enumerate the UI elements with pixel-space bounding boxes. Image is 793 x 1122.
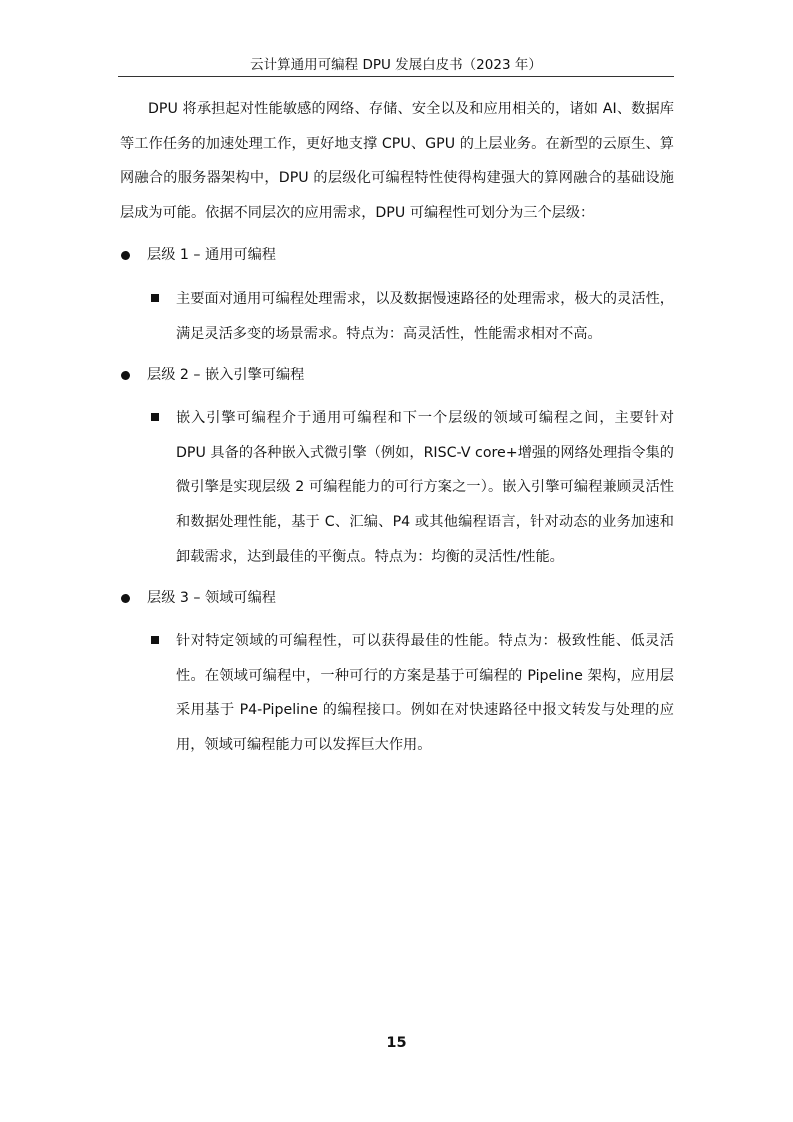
level-1-detail-item: [148, 282, 674, 351]
level-2-title: 层级 2 – 嵌入引擎可编程: [147, 367, 305, 383]
page-header: [118, 56, 674, 77]
level-3-bullet: [120, 583, 674, 613]
level-1-bullet: [120, 240, 674, 270]
level-3-detail: 针对特定领域的可编程性，可以获得最佳的性能。特点为：极致性能、低灵活性。在领域可编程中，一种可行的方案是基于可编程的 Pipeline 架构，应用层采用基于 P4-Pipeline 的编程接口。例如在对快速路径中报文转发与处理的应用，领域可编程能力可以发挥巨大作用。: [176, 633, 674, 754]
level-2-detail-item: [148, 401, 674, 575]
header-title: 云计算通用可编程 DPU 发展白皮书（2023 年）: [250, 57, 542, 73]
level-3-title: 层级 3 – 领域可编程: [147, 590, 276, 606]
intro-paragraph: DPU 将承担起对性能敏感的网络、存储、安全以及和应用相关的，诸如 AI、数据库等工作任务的加速处理工作，更好地支撑 CPU、GPU 的上层业务。在新型的云原生、算网融合的服务器架构中，DPU 的层级化可编程特性使得构建强大的算网融合的基础设施层成为可能。依据不同层次的应用需求，DPU 可编程性可划分为三个层级：: [120, 101, 674, 222]
square-bullet-icon: [151, 636, 159, 644]
level-2-bullet: [120, 360, 674, 390]
bullet-dot-icon: [121, 371, 130, 380]
square-bullet-icon: [151, 294, 159, 302]
level-1-title: 层级 1 – 通用可编程: [147, 247, 276, 263]
level-2-detail: 嵌入引擎可编程介于通用可编程和下一个层级的领域可编程之间，主要针对 DPU 具备的各种嵌入式微引擎（例如，RISC-V core+增强的网络处理指令集的微引擎是实现层级 2 可编程能力的可行方案之一）。嵌入引擎可编程兼顾灵活性和数据处理性能，基于 C、汇编、P4 或其他编程语言，针对动态的业务加速和卸载需求，达到最佳的平衡点。特点为：均衡的灵活性/性能。: [176, 410, 674, 565]
level-3-detail-item: [148, 624, 674, 763]
square-bullet-icon: [151, 413, 159, 421]
bullet-dot-icon: [121, 594, 130, 603]
bullet-dot-icon: [121, 251, 130, 260]
level-1-detail: 主要面对通用可编程处理需求，以及数据慢速路径的处理需求，极大的灵活性，满足灵活多变的场景需求。特点为：高灵活性，性能需求相对不高。: [176, 291, 674, 342]
page-number: 15: [386, 1035, 407, 1051]
